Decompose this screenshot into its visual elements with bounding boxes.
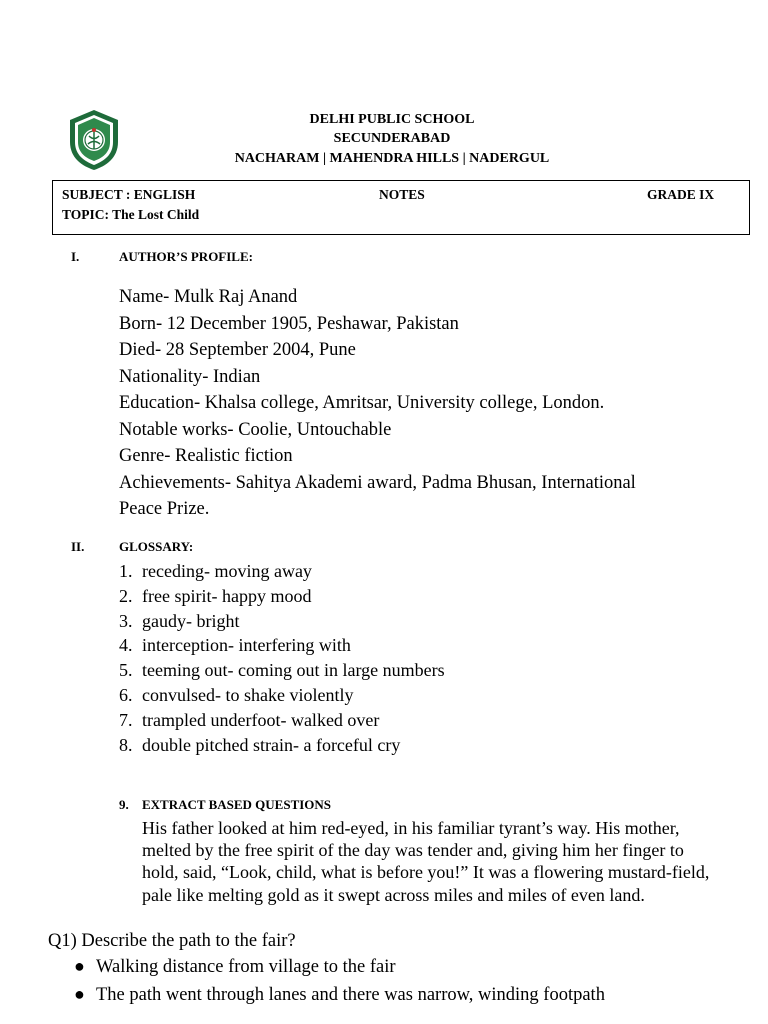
glossary-item: 2. free spirit- happy mood	[119, 585, 312, 606]
topic-label: TOPIC: The Lost Child	[62, 207, 200, 222]
profile-line: Name- Mulk Raj Anand	[119, 287, 298, 307]
answer-bullet: ● Walking distance from village to the fair	[74, 956, 396, 977]
section-heading: GLOSSARY:	[119, 539, 194, 554]
profile-line: Peace Prize.	[119, 499, 210, 519]
notes-label: NOTES	[379, 187, 425, 202]
section-number: I.	[71, 249, 80, 264]
glossary-item: 7. trampled underfoot- walked over	[119, 709, 380, 730]
glossary-item: 5. teeming out- coming out in large numbers	[119, 660, 445, 681]
section-number: 9.	[119, 797, 129, 812]
glossary-item: 8. double pitched strain- a forceful cry	[119, 734, 401, 755]
grade-label: GRADE IX	[647, 187, 715, 202]
profile-line: Born- 12 December 1905, Peshawar, Pakistan	[119, 313, 459, 334]
profile-line: Achievements- Sahitya Akademi award, Padma Bhusan, International	[119, 472, 636, 493]
subject-label: SUBJECT : ENGLISH	[62, 187, 196, 202]
answer-bullet: ● The path went through lanes and there was narrow, winding footpath	[74, 984, 605, 1005]
glossary-item: 4. interception- interfering with	[119, 635, 351, 656]
glossary-list	[119, 559, 445, 757]
extract-paragraph: His father looked at him red-eyed, in his familiar tyrant’s way. His mother, melted by the free spirit of the day was tender and, giving him her finger to hold, said, “Look, child, what is before you!” It was a flowering mustard-field, pale like melting gold as it swept across miles and miles of even land.	[142, 818, 710, 905]
section-number: II.	[71, 539, 85, 554]
school-city: SECUNDERABAD	[333, 131, 451, 146]
school-branches: NACHARAM | MAHENDRA HILLS | NADERGUL	[234, 151, 550, 166]
profile-line: Nationality- Indian	[119, 366, 261, 387]
bullet-icon: ●	[74, 984, 85, 1004]
section-heading: EXTRACT BASED QUESTIONS	[142, 797, 332, 812]
author-profile	[119, 284, 729, 523]
profile-line: Died- 28 September 2004, Pune	[119, 340, 356, 360]
section-heading: AUTHOR’S PROFILE:	[119, 249, 253, 264]
profile-line: Genre- Realistic fiction	[119, 446, 293, 466]
question-text: Q1) Describe the path to the fair?	[48, 931, 296, 951]
glossary-item: 6. convulsed- to shake violently	[119, 684, 354, 705]
bullet-icon: ●	[74, 956, 85, 976]
school-name: DELHI PUBLIC SCHOOL	[309, 112, 475, 127]
glossary-item: 1. receding- moving away	[119, 561, 312, 581]
school-crest-logo	[66, 108, 122, 172]
profile-line: Education- Khalsa college, Amritsar, University college, London.	[119, 393, 605, 413]
glossary-item: 3. gaudy- bright	[119, 610, 240, 631]
profile-line: Notable works- Coolie, Untouchable	[119, 419, 392, 440]
